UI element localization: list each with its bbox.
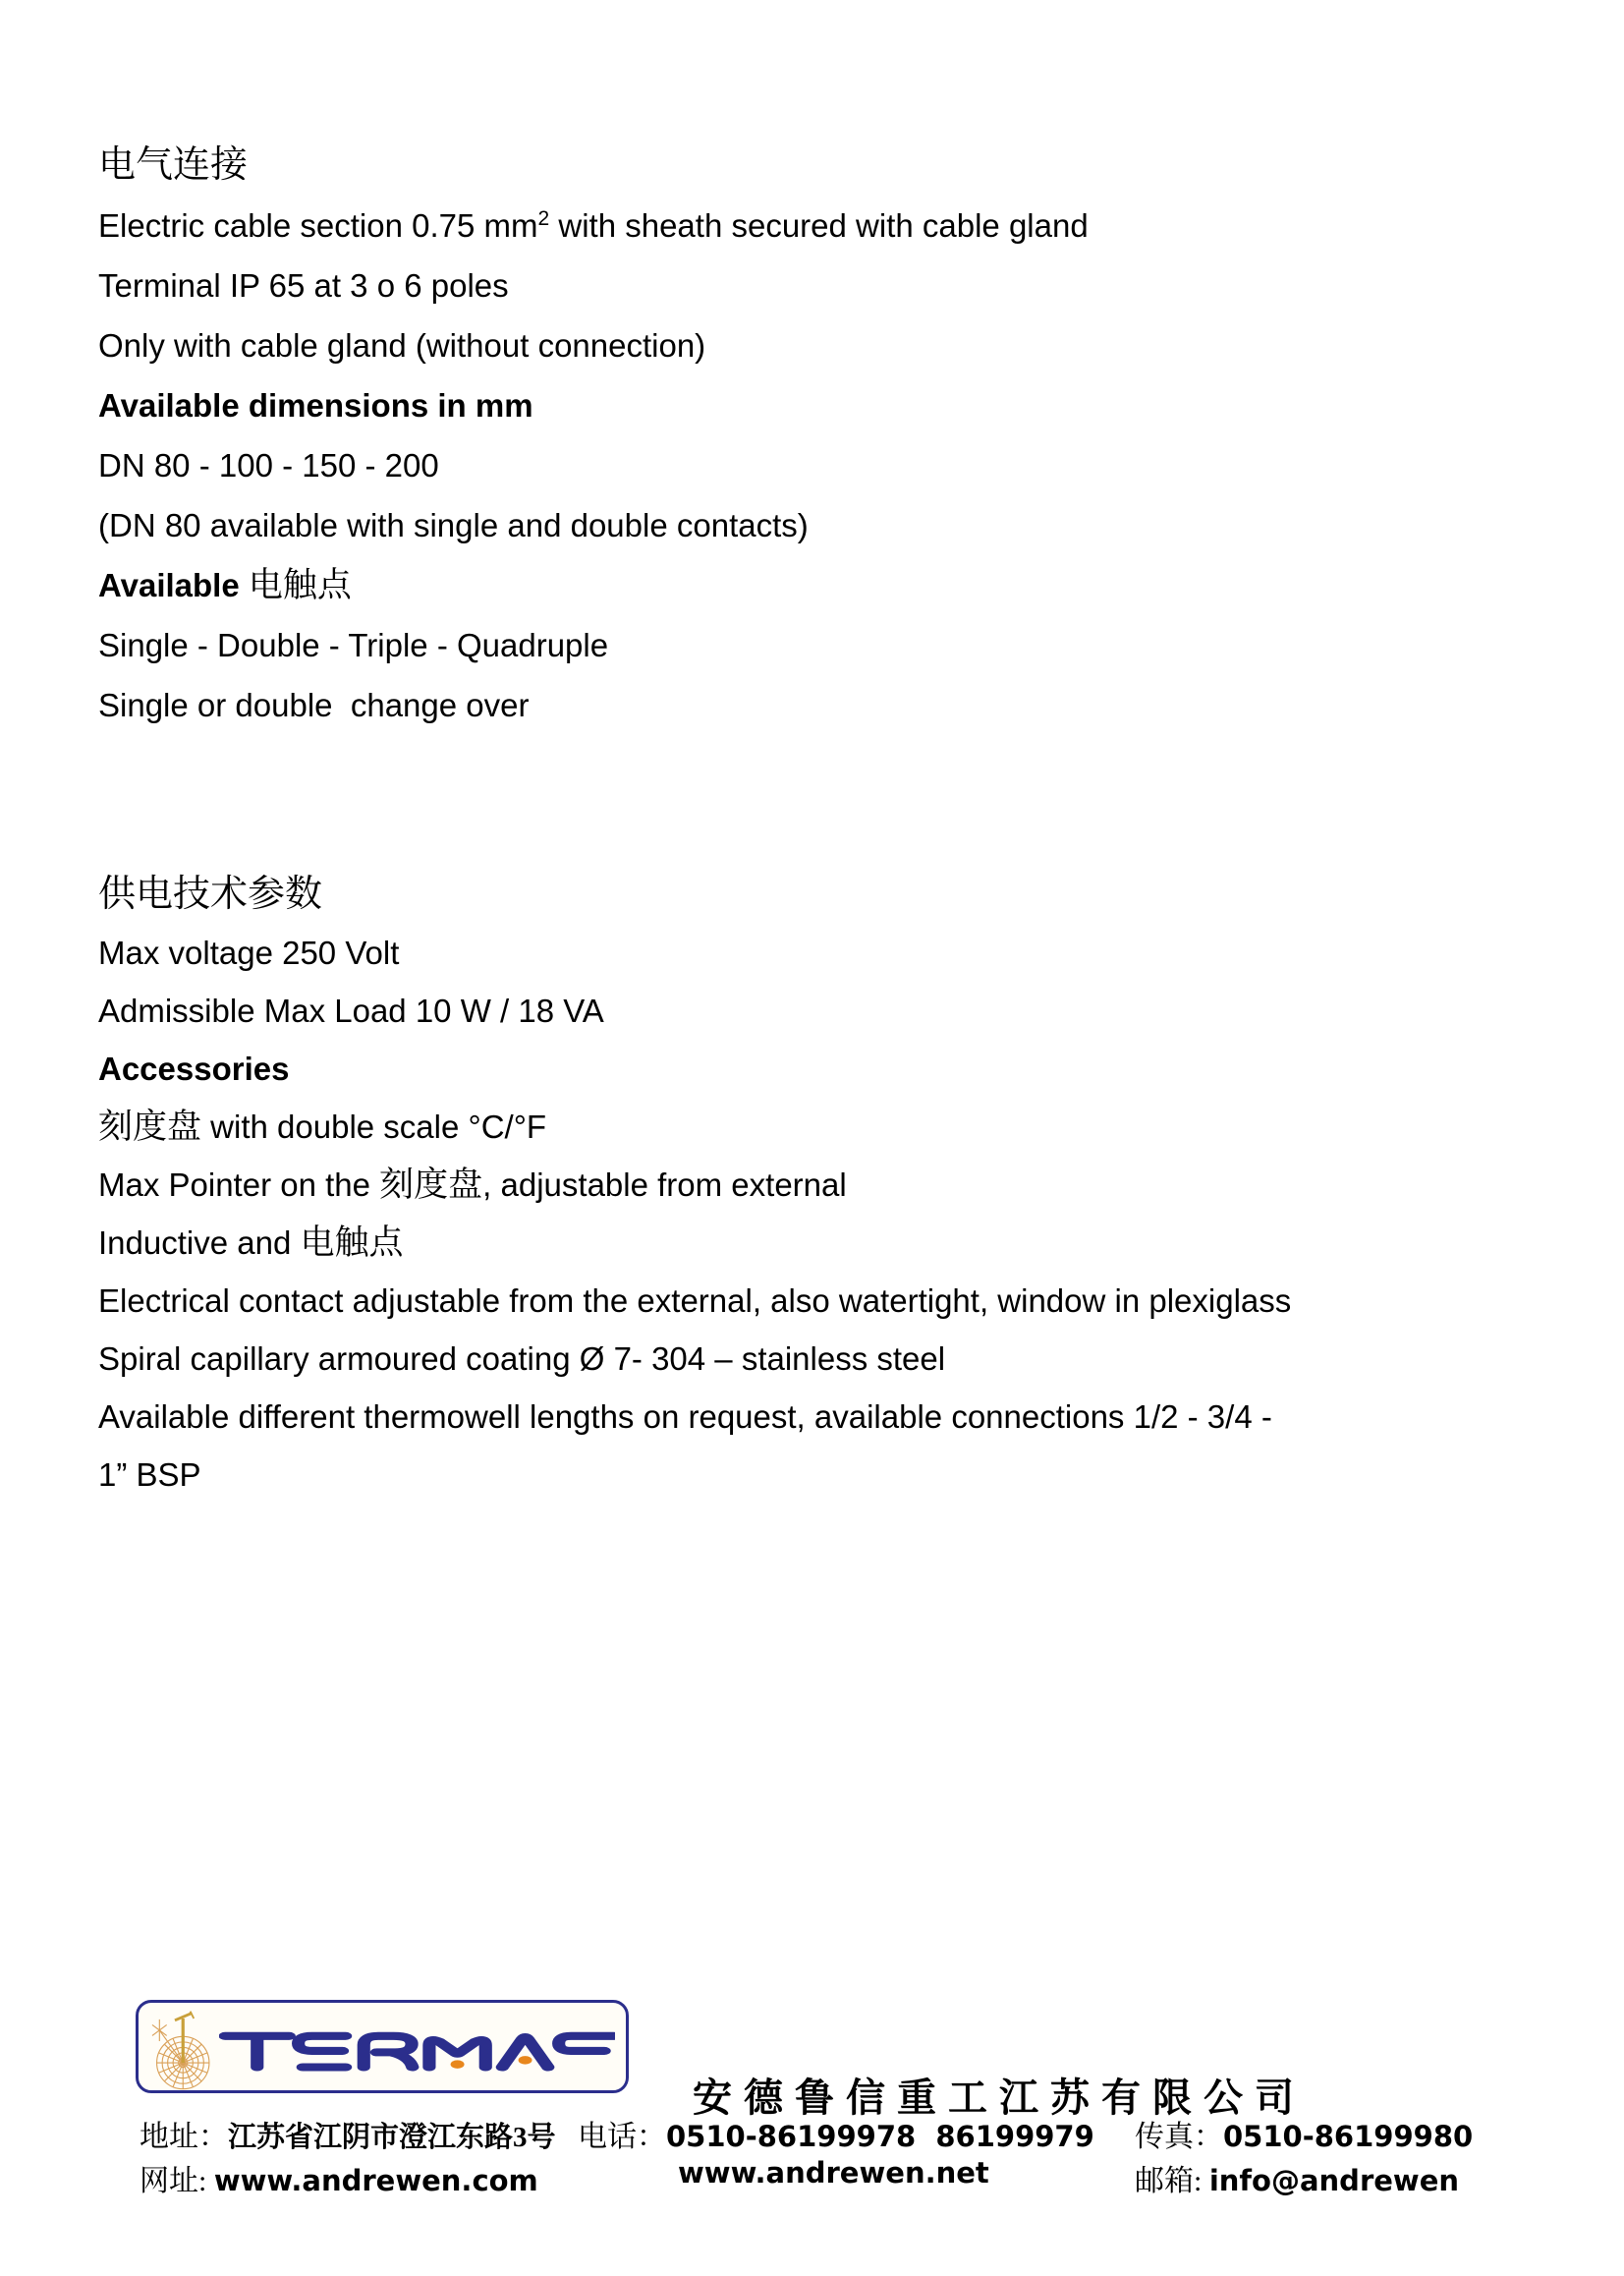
logo-text bbox=[139, 2003, 140, 2004]
website2-row bbox=[678, 2156, 989, 2191]
spec-line: 1” BSP bbox=[98, 1456, 201, 1493]
website-value: www.andrewen.com bbox=[213, 2164, 538, 2197]
spec-line: Electrical contact adjustable from the external, also watertight, window in plexiglass bbox=[98, 1282, 1292, 1319]
spec-subheading: Accessories bbox=[98, 1051, 290, 1087]
spec-line: Electric cable section 0.75 $mm^2$ with sheath secured with cable gland bbox=[98, 207, 1089, 244]
phone-value: 0510-86199978 86199979 bbox=[666, 2120, 1094, 2153]
spec-line: Single - Double - Triple - Quadruple bbox=[98, 627, 609, 663]
spec-line: Available different thermowell lengths on request, available connections 1/2 - 3/4 - bbox=[98, 1398, 1272, 1435]
spec-line: DN 80 - 100 - 150 - 200 bbox=[98, 447, 439, 484]
website-row bbox=[140, 2156, 538, 2199]
section-electrical-connection bbox=[98, 136, 1089, 735]
email-label: 邮箱: bbox=[1135, 2165, 1209, 2197]
address-row bbox=[140, 2112, 556, 2155]
gauge-dial-icon bbox=[144, 2007, 227, 2097]
section-power-parameters bbox=[98, 866, 1291, 1504]
email-row bbox=[1135, 2156, 1459, 2199]
spec-line: Admissible Max Load 10 W / 18 VA bbox=[98, 993, 604, 1029]
address-value: 江苏省江阴市澄江东路3号 bbox=[228, 2122, 556, 2153]
termaf-wordmark bbox=[219, 2024, 615, 2076]
spec-line: Only with cable gland (without connection) bbox=[98, 327, 706, 364]
fax-row bbox=[1135, 2112, 1473, 2155]
spec-line: Inductive and 电触点 bbox=[98, 1223, 404, 1262]
spec-line: (DN 80 available with single and double contacts) bbox=[98, 507, 809, 543]
fax-value: 0510-86199980 bbox=[1223, 2120, 1474, 2153]
website-label: 网址: bbox=[140, 2165, 214, 2197]
termaf-logo bbox=[136, 2000, 629, 2093]
spec-subheading: Available dimensions in mm bbox=[98, 387, 533, 424]
spec-line: Terminal IP 65 at 3 o 6 poles bbox=[98, 267, 509, 304]
company-name: 安德鲁信重工江苏有限公司 bbox=[693, 2077, 1306, 2120]
spec-subheading: Available 电触点 bbox=[98, 566, 352, 604]
section-heading: 供电技术参数 bbox=[98, 874, 323, 915]
email-value: info@andrewen bbox=[1208, 2164, 1460, 2197]
spec-line: 刻度盘 with double scale °C/°F bbox=[98, 1108, 547, 1146]
fax-label: 传真： bbox=[1135, 2121, 1223, 2153]
phone-row bbox=[578, 2112, 1094, 2155]
spec-line: Max Pointer on the 刻度盘, adjustable from external bbox=[98, 1166, 847, 1204]
superscript: 2 bbox=[537, 207, 550, 230]
website2-value: www.andrewen.net bbox=[678, 2156, 989, 2190]
section-heading: 电气连接 bbox=[98, 144, 249, 186]
spec-line: Single or double change over bbox=[98, 687, 530, 723]
spec-line: Spiral capillary armoured coating Ø 7- 304 – stainless steel bbox=[98, 1340, 946, 1377]
address-label: 地址： bbox=[140, 2121, 228, 2153]
phone-label: 电话： bbox=[578, 2121, 666, 2153]
spec-line: Max voltage 250 Volt bbox=[98, 935, 400, 971]
